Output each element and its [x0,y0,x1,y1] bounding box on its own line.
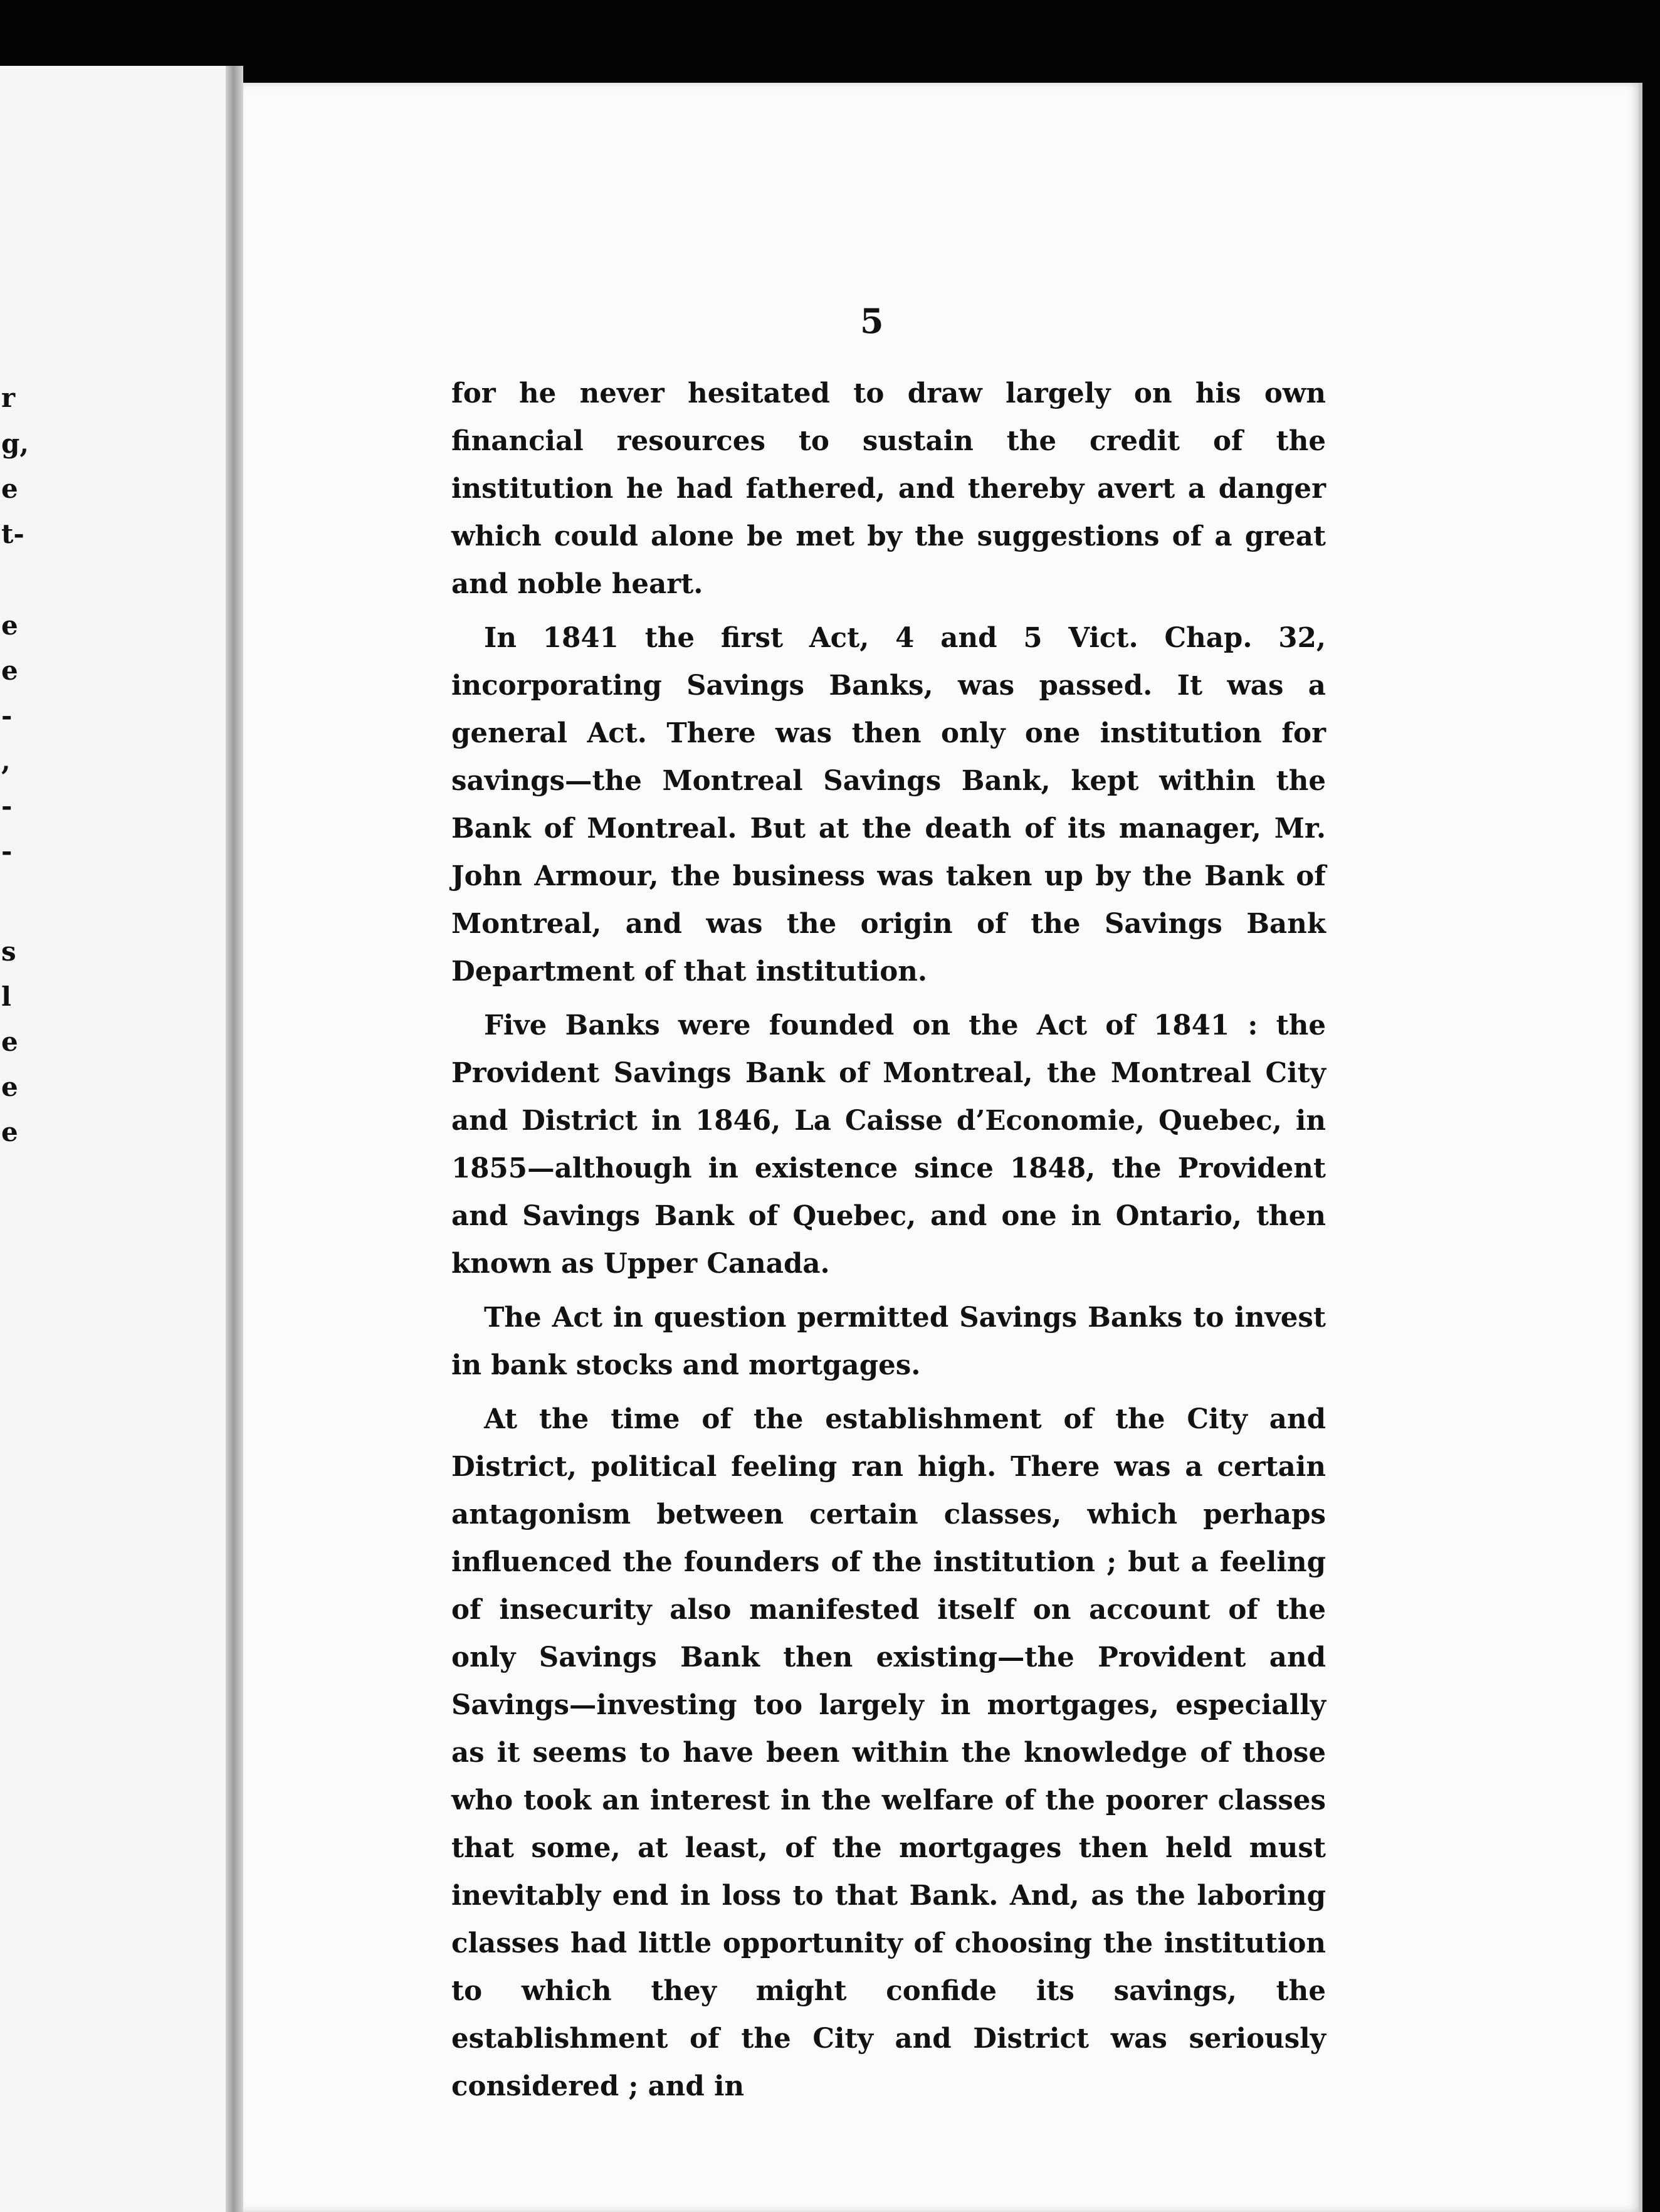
left-fragment: t- [1,519,24,549]
left-page-text-fragments [0,66,233,2212]
paragraph: At the time of the establishment of the City and District, political feeling ran high. There was a certain antagonism between certain classes, which perhaps influenced the founders of the institution ; but a feeling of insecurity also manifested itself on account of the only Savings Bank then existing—the Provident and Savings—investing too largely in mortgages, especially as it seems to have been within the knowledge of those who took an interest in the welfare of the poorer classes that some, at least, of the mortgages then held must inevitably end in loss to that Bank. And, as the laboring classes had little opportunity of choosing the institution to which they might confide its savings, the establishment of the City and District was seriously considered ; and in [451,1403,1326,2102]
left-fragment: e [1,655,18,686]
page-number: 5 [860,301,884,341]
paragraph: Five Banks were founded on the Act of 1841 : the Provident Savings Bank of Montreal, the Montreal City and District in 1846, La Caisse d’Economie, Quebec, in 1855—although in existence since 1848, the Provident and Savings Bank of Quebec, and one in Ontario, then known as Upper Canada. [451,1009,1326,1280]
left-fragment: l [1,981,11,1012]
left-fragment: , [1,745,11,776]
left-fragment: - [1,791,13,821]
body-text [451,370,1326,2117]
left-fragment: r [1,382,16,413]
left-fragment: - [1,700,13,731]
left-fragment: e [1,610,18,641]
left-fragment: e [1,1117,18,1147]
paragraph: The Act in question permitted Savings Banks to invest in bank stocks and mortgages. [451,1302,1326,1381]
left-fragment: e [1,473,18,504]
paragraph: In 1841 the first Act, 4 and 5 Vict. Chap. 32, incorporating Savings Banks, was passed. It was a general Act. There was then only one institution for savings—the Montreal Savings Bank, kept within the Bank of Montreal. But at the death of its manager, Mr. John Armour, the business was taken up by the Bank of Montreal, and was the origin of the Savings Bank Department of that institution. [451,622,1326,988]
left-fragment: - [1,836,13,866]
page-edge [1639,83,1642,2212]
left-fragment: e [1,1026,18,1057]
left-fragment: e [1,1072,18,1102]
book-gutter [226,66,243,2212]
left-page [0,66,233,2212]
left-fragment: g, [1,428,29,459]
paragraph: for he never hesitated to draw largely on his own financial resources to sustain the credit of the institution he had fathered, and thereby avert a danger which could alone be met by the suggestions of a great and noble heart. [451,377,1326,600]
left-fragment: s [1,936,16,967]
